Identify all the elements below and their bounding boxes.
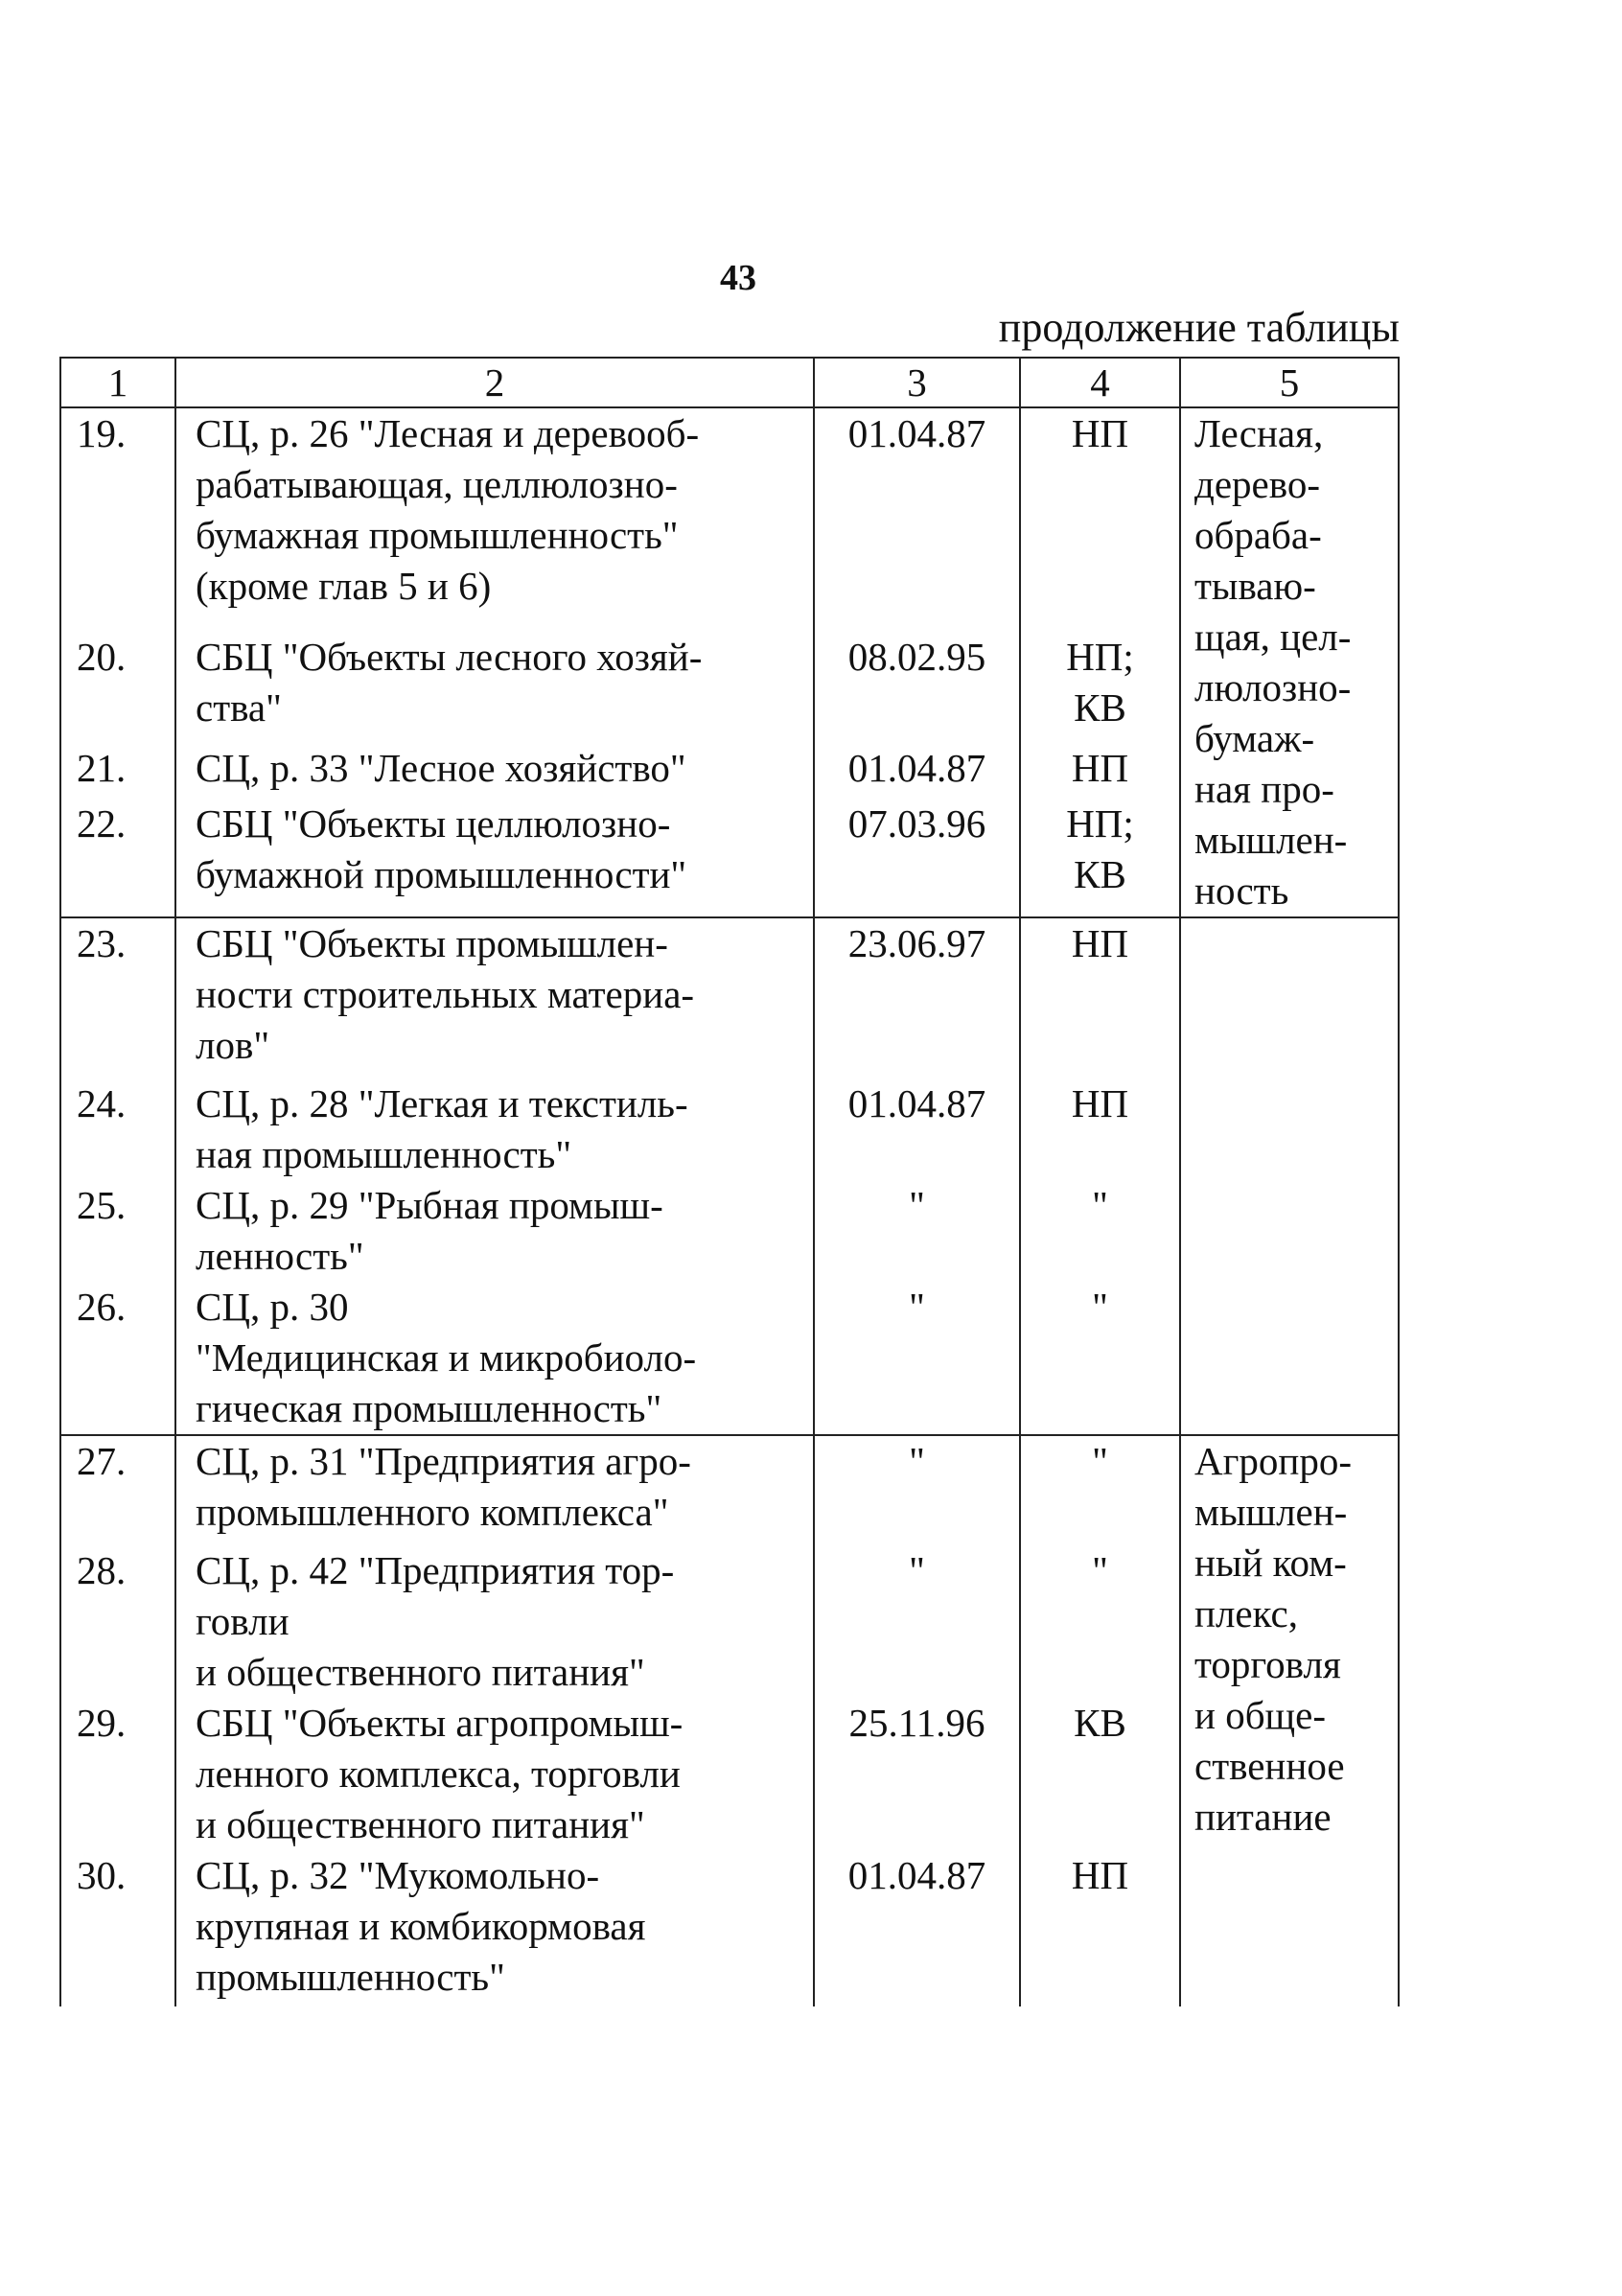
name-line: ная промышленность" <box>196 1132 572 1176</box>
code-line: " <box>1092 1439 1108 1483</box>
row-number: 20. <box>60 632 175 743</box>
branch-cell <box>1180 1435 1399 2006</box>
row-name <box>175 1282 814 1435</box>
row-name <box>175 1435 814 1538</box>
name-line: СЦ, р. 42 "Предприятия тор- <box>196 1548 675 1592</box>
code-line: КВ <box>1074 1701 1126 1745</box>
name-line: СБЦ "Объекты лесного хозяй- <box>196 634 703 679</box>
name-line: бумажная промышленность" <box>196 513 679 557</box>
row-date: 01.04.87 <box>814 1850 1020 2006</box>
name-line: ленного комплекса, торговли <box>196 1751 681 1796</box>
code-line: НП <box>1071 921 1129 965</box>
row-code <box>1020 799 1180 917</box>
name-line: и общественного питания" <box>196 1802 645 1846</box>
branch-line: торговля <box>1194 1642 1341 1686</box>
row-number: 22. <box>60 799 175 917</box>
name-line: ленность" <box>196 1234 364 1278</box>
branch-line: ность <box>1194 869 1289 913</box>
code-line: " <box>1092 1285 1108 1329</box>
header-col-2: 2 <box>175 358 814 407</box>
name-line: промышленного комплекса" <box>196 1490 669 1534</box>
name-line: СБЦ "Объекты агропромыш- <box>196 1701 684 1745</box>
name-line: ства" <box>196 684 282 730</box>
header-col-4: 4 <box>1020 358 1180 407</box>
row-date: 07.03.96 <box>814 799 1020 917</box>
row-name <box>175 1698 814 1850</box>
branch-line: мышлен- <box>1194 818 1348 862</box>
row-date: 25.11.96 <box>814 1698 1020 1850</box>
row-name <box>175 1180 814 1282</box>
code-line: КВ <box>1074 852 1126 897</box>
row-number: 19. <box>60 407 175 632</box>
branch-line: плекс, <box>1194 1591 1298 1635</box>
branch-line: обраба- <box>1194 513 1322 557</box>
row-code <box>1020 1071 1180 1180</box>
code-line: НП; <box>1066 801 1134 847</box>
branch-line: люлозно- <box>1194 665 1352 709</box>
branch-line: тываю- <box>1194 564 1316 608</box>
row-date: " <box>814 1435 1020 1538</box>
header-col-1: 1 <box>60 358 175 407</box>
name-line: СЦ, р. 33 "Лесное хозяйство" <box>196 745 686 790</box>
table-row <box>60 1435 1399 1538</box>
header-col-5: 5 <box>1180 358 1399 407</box>
header-col-3: 3 <box>814 358 1020 407</box>
row-name <box>175 917 814 1071</box>
name-line: лов" <box>196 1023 270 1067</box>
branch-line: ная про- <box>1194 767 1334 811</box>
row-code <box>1020 917 1180 1071</box>
row-date: 01.04.87 <box>814 743 1020 799</box>
row-number: 21. <box>60 743 175 799</box>
name-line: промышленность" <box>196 1955 505 1999</box>
branch-line: щая, цел- <box>1194 615 1352 659</box>
code-line: " <box>1092 1548 1108 1592</box>
branch-line: дерево- <box>1194 462 1320 506</box>
row-name <box>175 632 814 743</box>
name-line: крупяная и комбикормовая <box>196 1904 646 1948</box>
name-line: СЦ, р. 28 "Легкая и текстиль- <box>196 1081 688 1125</box>
row-code <box>1020 1850 1180 2006</box>
code-line: НП <box>1071 745 1129 790</box>
row-name <box>175 743 814 799</box>
branch-line: мышлен- <box>1194 1490 1348 1534</box>
row-name <box>175 1850 814 2006</box>
name-line: СЦ, р. 29 "Рыбная промыш- <box>196 1183 663 1227</box>
branch-cell <box>1180 407 1399 917</box>
name-line: гическая промышленность" <box>196 1386 662 1430</box>
code-line: НП <box>1071 1081 1129 1125</box>
code-line: НП <box>1071 1853 1129 1897</box>
row-name <box>175 407 814 632</box>
name-line: СБЦ "Объекты целлюлозно- <box>196 801 671 847</box>
row-number: 23. <box>60 917 175 1071</box>
name-line: бумажной промышленности" <box>196 852 687 897</box>
row-name <box>175 1071 814 1180</box>
row-number: 29. <box>60 1698 175 1850</box>
row-date: 08.02.95 <box>814 632 1020 743</box>
name-line: СЦ, р. 32 "Мукомольно- <box>196 1853 600 1897</box>
name-line: и общественного питания" <box>196 1650 645 1694</box>
branch-line: питание <box>1194 1795 1332 1839</box>
name-line: СЦ, р. 30 <box>196 1285 349 1329</box>
table-continuation-caption: продолжение таблицы <box>998 304 1400 351</box>
name-line: "Медицинская и микробиоло- <box>196 1335 697 1380</box>
row-code <box>1020 1435 1180 1538</box>
code-line: НП; <box>1066 634 1134 679</box>
name-line: говли <box>196 1599 290 1643</box>
row-code <box>1020 743 1180 799</box>
code-line: КВ <box>1074 684 1126 730</box>
code-line: НП <box>1071 411 1129 455</box>
header-row <box>60 358 1399 407</box>
row-date: " <box>814 1180 1020 1282</box>
name-line: рабатывающая, целлюлозно- <box>196 462 678 506</box>
name-line: ности строительных материа- <box>196 972 695 1016</box>
row-number: 28. <box>60 1538 175 1698</box>
row-number: 26. <box>60 1282 175 1435</box>
row-name <box>175 1538 814 1698</box>
branch-line: ственное <box>1194 1744 1345 1788</box>
table-row <box>60 407 1399 632</box>
name-line: (кроме глав 5 и 6) <box>196 564 492 608</box>
row-number: 25. <box>60 1180 175 1282</box>
branch-line: Лесная, <box>1194 411 1324 455</box>
row-date: " <box>814 1538 1020 1698</box>
row-code <box>1020 1538 1180 1698</box>
branch-line: ный ком- <box>1194 1541 1347 1585</box>
branch-line: и обще- <box>1194 1693 1326 1737</box>
row-number: 24. <box>60 1071 175 1180</box>
row-date: 01.04.87 <box>814 1071 1020 1180</box>
row-code <box>1020 1698 1180 1850</box>
table-row <box>60 917 1399 1071</box>
branch-line: бумаж- <box>1194 716 1315 760</box>
name-line: СБЦ "Объекты промышлен- <box>196 921 668 965</box>
row-number: 30. <box>60 1850 175 2006</box>
row-date: " <box>814 1282 1020 1435</box>
branch-line: Агропро- <box>1194 1439 1353 1483</box>
row-code <box>1020 632 1180 743</box>
code-line: " <box>1092 1183 1108 1227</box>
row-name <box>175 799 814 917</box>
row-number: 27. <box>60 1435 175 1538</box>
row-code <box>1020 407 1180 632</box>
name-line: СЦ, р. 31 "Предприятия агро- <box>196 1439 691 1483</box>
branch-cell <box>1180 917 1399 1435</box>
row-date: 23.06.97 <box>814 917 1020 1071</box>
name-line: СЦ, р. 26 "Лесная и деревооб- <box>196 411 700 455</box>
row-code <box>1020 1282 1180 1435</box>
row-code <box>1020 1180 1180 1282</box>
row-date: 01.04.87 <box>814 407 1020 632</box>
standards-table <box>59 357 1400 2006</box>
page-number: 43 <box>720 258 756 298</box>
